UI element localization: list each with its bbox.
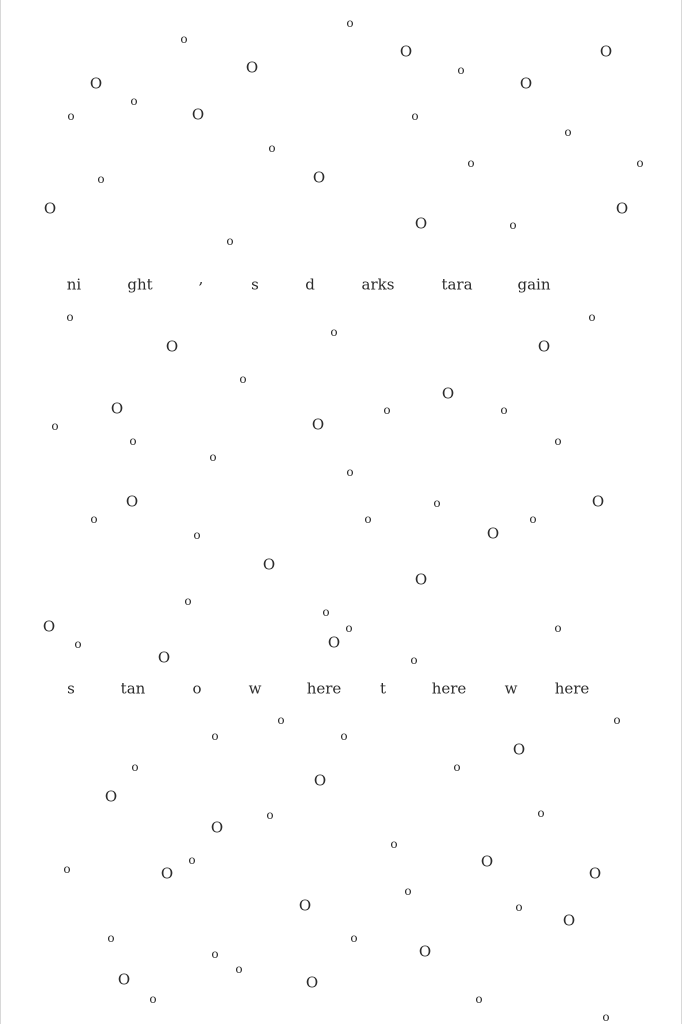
scatter-o: o bbox=[390, 837, 398, 851]
scatter-o: o bbox=[636, 156, 644, 170]
line-1-word: s bbox=[251, 275, 259, 294]
scatter-O: O bbox=[245, 58, 259, 77]
scatter-O: O bbox=[42, 617, 56, 636]
scatter-o: o bbox=[602, 1010, 610, 1024]
scatter-O: O bbox=[157, 648, 171, 667]
scatter-o: o bbox=[340, 729, 348, 743]
scatter-o: o bbox=[277, 713, 285, 727]
scatter-o: o bbox=[268, 141, 276, 155]
scatter-O: O bbox=[480, 852, 494, 871]
scatter-o: o bbox=[149, 992, 157, 1006]
scatter-o: o bbox=[67, 109, 75, 123]
scatter-o: o bbox=[97, 172, 105, 186]
scatter-o: o bbox=[515, 900, 523, 914]
scatter-O: O bbox=[160, 864, 174, 883]
scatter-O: O bbox=[414, 570, 428, 589]
scatter-O: O bbox=[311, 415, 325, 434]
scatter-o: o bbox=[63, 862, 71, 876]
scatter-o: o bbox=[266, 808, 274, 822]
line-2-word: here bbox=[431, 679, 467, 698]
line-2-word: here bbox=[554, 679, 590, 698]
scatter-O: O bbox=[615, 199, 629, 218]
scatter-o: o bbox=[433, 496, 441, 510]
scatter-o: o bbox=[613, 713, 621, 727]
scatter-o: o bbox=[330, 325, 338, 339]
scatter-o: o bbox=[404, 884, 412, 898]
scatter-o: o bbox=[211, 729, 219, 743]
line-1-word: , bbox=[198, 269, 204, 288]
scatter-O: O bbox=[191, 105, 205, 124]
scatter-o: o bbox=[193, 528, 201, 542]
scatter-O: O bbox=[588, 864, 602, 883]
scatter-o: o bbox=[322, 605, 330, 619]
scatter-o: o bbox=[364, 512, 372, 526]
scatter-o: o bbox=[457, 63, 465, 77]
scatter-o: o bbox=[529, 512, 537, 526]
line-1-word: ni bbox=[66, 275, 82, 294]
scatter-o: o bbox=[239, 372, 247, 386]
line-1-word: d bbox=[305, 275, 315, 294]
line-2-word: t bbox=[379, 679, 387, 698]
scatter-O: O bbox=[537, 337, 551, 356]
scatter-o: o bbox=[180, 32, 188, 46]
scatter-O: O bbox=[298, 896, 312, 915]
scatter-o: o bbox=[467, 156, 475, 170]
scatter-o: o bbox=[184, 594, 192, 608]
scatter-o: o bbox=[346, 465, 354, 479]
line-2-word: s bbox=[67, 679, 75, 698]
scatter-o: o bbox=[226, 234, 234, 248]
scatter-o: o bbox=[410, 653, 418, 667]
scatter-o: o bbox=[500, 403, 508, 417]
scatter-O: O bbox=[210, 818, 224, 837]
scatter-o: o bbox=[345, 621, 353, 635]
scatter-O: O bbox=[125, 492, 139, 511]
scatter-O: O bbox=[89, 74, 103, 93]
scatter-O: O bbox=[104, 787, 118, 806]
scatter-o: o bbox=[383, 403, 391, 417]
scatter-O: O bbox=[327, 633, 341, 652]
scatter-o: o bbox=[411, 109, 419, 123]
scatter-o: o bbox=[66, 310, 74, 324]
scatter-o: o bbox=[588, 310, 596, 324]
scatter-o: o bbox=[537, 806, 545, 820]
scatter-o: o bbox=[235, 962, 243, 976]
scatter-O: O bbox=[486, 524, 500, 543]
scatter-o: o bbox=[564, 125, 572, 139]
scatter-o: o bbox=[131, 760, 139, 774]
scatter-O: O bbox=[313, 771, 327, 790]
line-1-word: gain bbox=[517, 275, 551, 294]
scatter-O: O bbox=[117, 970, 131, 989]
scatter-O: O bbox=[312, 168, 326, 187]
line-2-word: w bbox=[248, 679, 262, 698]
scatter-O: O bbox=[43, 199, 57, 218]
line-2-word: o bbox=[192, 679, 202, 698]
scatter-o: o bbox=[107, 931, 115, 945]
scatter-O: O bbox=[599, 42, 613, 61]
line-1-word: ght bbox=[127, 275, 153, 294]
scatter-O: O bbox=[399, 42, 413, 61]
line-2-word: here bbox=[306, 679, 342, 698]
scatter-o: o bbox=[129, 434, 137, 448]
scatter-O: O bbox=[305, 973, 319, 992]
scatter-o: o bbox=[130, 94, 138, 108]
scatter-o: o bbox=[475, 992, 483, 1006]
scatter-o: o bbox=[350, 931, 358, 945]
scatter-o: o bbox=[209, 450, 217, 464]
scatter-O: O bbox=[562, 911, 576, 930]
scatter-o: o bbox=[188, 853, 196, 867]
scatter-o: o bbox=[211, 947, 219, 961]
scatter-o: o bbox=[453, 760, 461, 774]
line-2-word: tan bbox=[120, 679, 146, 698]
line-2-word: w bbox=[504, 679, 518, 698]
scatter-O: O bbox=[414, 214, 428, 233]
line-1-word: tara bbox=[441, 275, 473, 294]
scatter-o: o bbox=[346, 16, 354, 30]
scatter-o: o bbox=[74, 637, 82, 651]
scatter-o: o bbox=[90, 512, 98, 526]
scatter-O: O bbox=[418, 942, 432, 961]
line-1-word: arks bbox=[361, 275, 395, 294]
scatter-o: o bbox=[554, 434, 562, 448]
scatter-o: o bbox=[554, 621, 562, 635]
scatter-o: o bbox=[51, 419, 59, 433]
scatter-O: O bbox=[110, 399, 124, 418]
scatter-o: o bbox=[509, 218, 517, 232]
scatter-O: O bbox=[165, 337, 179, 356]
scatter-O: O bbox=[591, 492, 605, 511]
scatter-O: O bbox=[441, 384, 455, 403]
scatter-O: O bbox=[512, 740, 526, 759]
scatter-O: O bbox=[262, 555, 276, 574]
scatter-O: O bbox=[519, 74, 533, 93]
